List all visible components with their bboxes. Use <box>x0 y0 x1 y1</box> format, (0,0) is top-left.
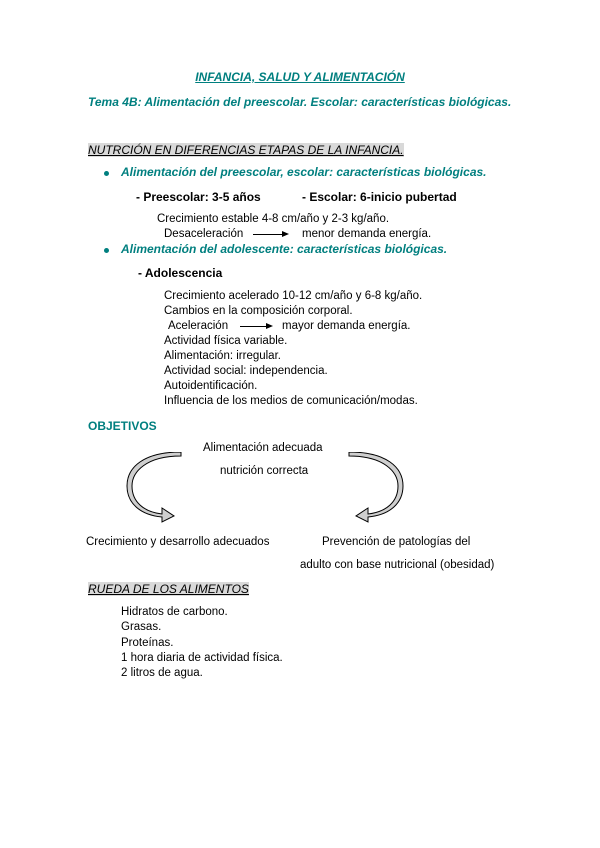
adolescencia-item: Cambios en la composición corporal. <box>164 305 353 317</box>
rueda-item: 1 hora diaria de actividad física. <box>121 652 283 664</box>
desaceleracion-text: Desaceleración <box>164 228 244 240</box>
objetivo-right-result-line2: adulto con base nutricional (obesidad) <box>300 559 495 571</box>
right-arrow-icon <box>240 326 268 327</box>
objetivo-center-line1: Alimentación adecuada <box>203 442 323 454</box>
preescolar-label: - Preescolar: 3-5 años <box>136 190 261 204</box>
rueda-item: 2 litros de agua. <box>121 667 203 679</box>
adolescencia-item: Autoidentificación. <box>164 380 258 392</box>
menor-demanda-text: menor demanda energía. <box>302 228 432 240</box>
rueda-item: Grasas. <box>121 621 162 633</box>
bullet-dot-icon <box>104 248 109 253</box>
adolescencia-item: Crecimiento acelerado 10-12 cm/año y 6-8 kg/año. <box>164 290 423 302</box>
objetivo-left-result: Crecimiento y desarrollo adecuados <box>86 536 270 548</box>
right-arrow-icon <box>253 234 283 235</box>
section-heading-rueda: RUEDA DE LOS ALIMENTOS <box>88 582 249 596</box>
section-heading-objetivos: OBJETIVOS <box>88 419 157 433</box>
rueda-item: Hidratos de carbono. <box>121 606 228 618</box>
section-heading-nutricion: NUTRCIÓN EN DIFERENCIAS ETAPAS DE LA INFANCIA. <box>88 143 404 157</box>
crecimiento-estable-text: Crecimiento estable 4-8 cm/año y 2-3 kg/año. <box>157 213 390 225</box>
document-title: INFANCIA, SALUD Y ALIMENTACIÓN <box>195 70 405 84</box>
aceleracion-text: Aceleración <box>168 320 229 332</box>
bullet-dot-icon <box>104 171 109 176</box>
mayor-demanda-text: mayor demanda energía. <box>282 320 411 332</box>
rueda-item: Proteínas. <box>121 637 174 649</box>
bullet-preescolar-heading: Alimentación del preescolar, escolar: características biológicas. <box>121 165 487 179</box>
curved-arrow-icon <box>344 452 404 524</box>
adolescencia-item: Influencia de los medios de comunicación/modas. <box>164 395 418 407</box>
adolescencia-item: Alimentación: irregular. <box>164 350 281 362</box>
adolescencia-item: Actividad social: independencia. <box>164 365 328 377</box>
right-arrow-head-icon <box>266 323 273 329</box>
right-arrow-head-icon <box>282 231 289 237</box>
objetivo-center-line2: nutrición correcta <box>220 465 309 477</box>
adolescencia-label: - Adolescencia <box>138 266 223 280</box>
document-subtitle: Tema 4B: Alimentación del preescolar. Escolar: características biológicas. <box>88 95 512 109</box>
adolescencia-item: Actividad física variable. <box>164 335 288 347</box>
curved-arrow-icon <box>126 452 186 524</box>
bullet-adolescente-heading: Alimentación del adolescente: características biológicas. <box>121 242 448 256</box>
escolar-label: - Escolar: 6-inicio pubertad <box>302 190 457 204</box>
objetivo-right-result-line1: Prevención de patologías del <box>322 536 471 548</box>
